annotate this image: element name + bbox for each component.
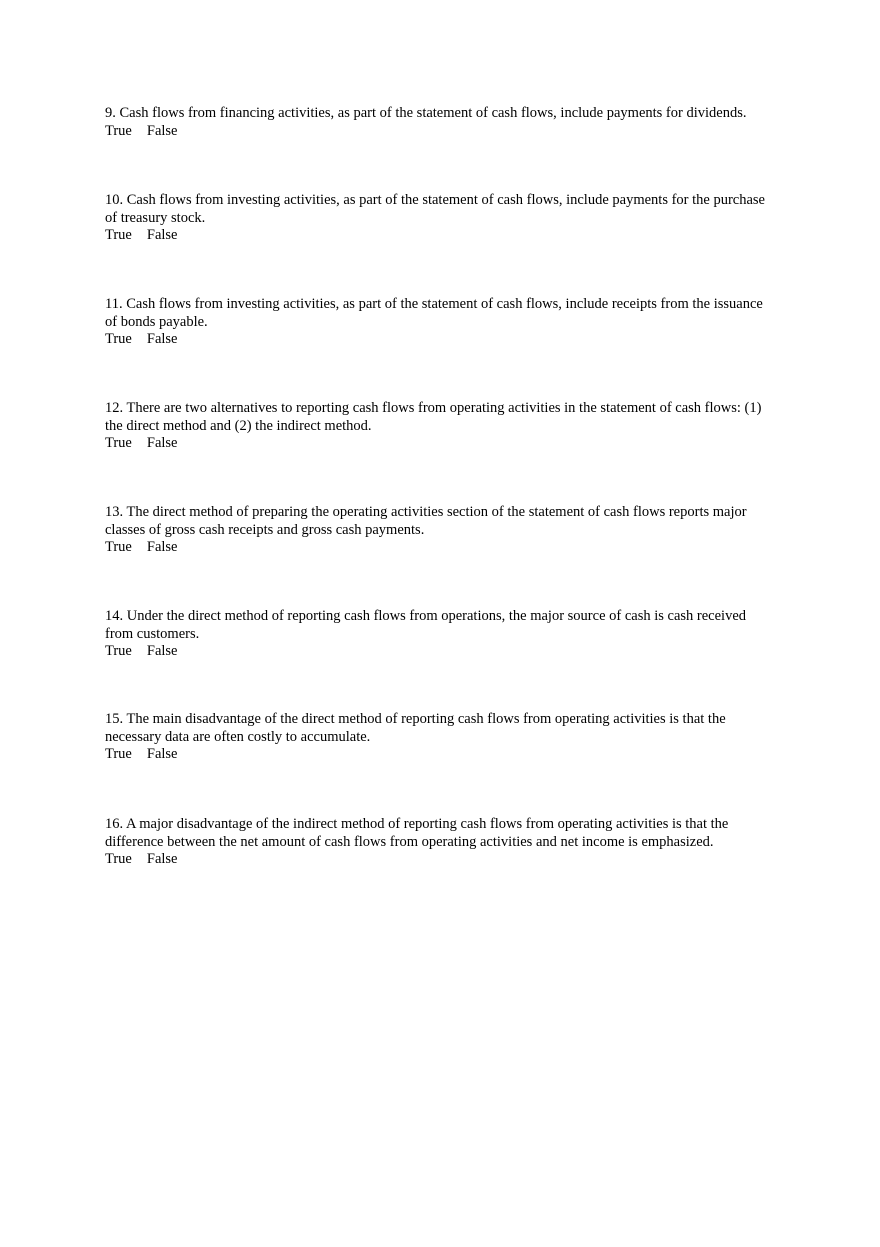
question-10 [105,192,775,245]
answer-options [105,331,775,349]
question-text: 13. The direct method of preparing the operating activities section of the statement of cash flows reports major classes of gross cash receipts and gross cash payments. [105,504,747,538]
question-13 [105,504,775,557]
answer-false[interactable]: False [146,331,178,347]
question-14 [105,608,775,661]
answer-true[interactable]: True [105,122,132,139]
question-text: 16. A major disadvantage of the indirect method of reporting cash flows from operating activities is that the difference between the net amount of cash flows from operating activities and net income is emphasized. [105,816,729,850]
question-text: 15. The main disadvantage of the direct method of reporting cash flows from operating activities is that the necessary data are often costly to accumulate. [105,711,726,745]
question-text: 12. There are two alternatives to reporting cash flows from operating activities in the statement of cash flows: (1) the direct method and (2) the indirect method. [105,400,762,434]
answer-false[interactable]: False [146,435,178,451]
question-text: 11. Cash flows from investing activities, as part of the statement of cash flows, include receipts from the issuance of bonds payable. [105,296,763,330]
question-11 [105,296,775,349]
answer-options [105,746,775,764]
question-16 [105,816,775,869]
answer-true[interactable]: True [105,539,132,555]
answer-true[interactable]: True [105,435,132,451]
answer-true[interactable]: True [105,331,132,347]
answer-false[interactable]: False [146,539,178,555]
question-text: 9. Cash flows from financing activities, as part of the statement of cash flows, include payments for dividends. [105,105,747,121]
question-12 [105,400,775,453]
answer-options [105,123,775,141]
answer-options [105,227,775,245]
answer-false[interactable]: False [146,122,178,139]
answer-options [105,643,775,661]
answer-true[interactable]: True [105,643,132,659]
answer-options [105,435,775,453]
answer-true[interactable]: True [105,227,132,243]
answer-options [105,851,775,869]
question-9 [105,105,775,140]
question-text: 10. Cash flows from investing activities, as part of the statement of cash flows, include payments for the purchase of treasury stock. [105,192,765,226]
answer-true[interactable]: True [105,851,132,867]
answer-false[interactable]: False [146,851,178,867]
answer-false[interactable]: False [146,746,178,762]
answer-options [105,539,775,557]
answer-true[interactable]: True [105,746,132,762]
question-text: 14. Under the direct method of reporting cash flows from operations, the major source of cash is cash received from customers. [105,608,747,642]
question-15 [105,711,775,764]
answer-false[interactable]: False [146,227,178,243]
answer-false[interactable]: False [146,643,178,659]
